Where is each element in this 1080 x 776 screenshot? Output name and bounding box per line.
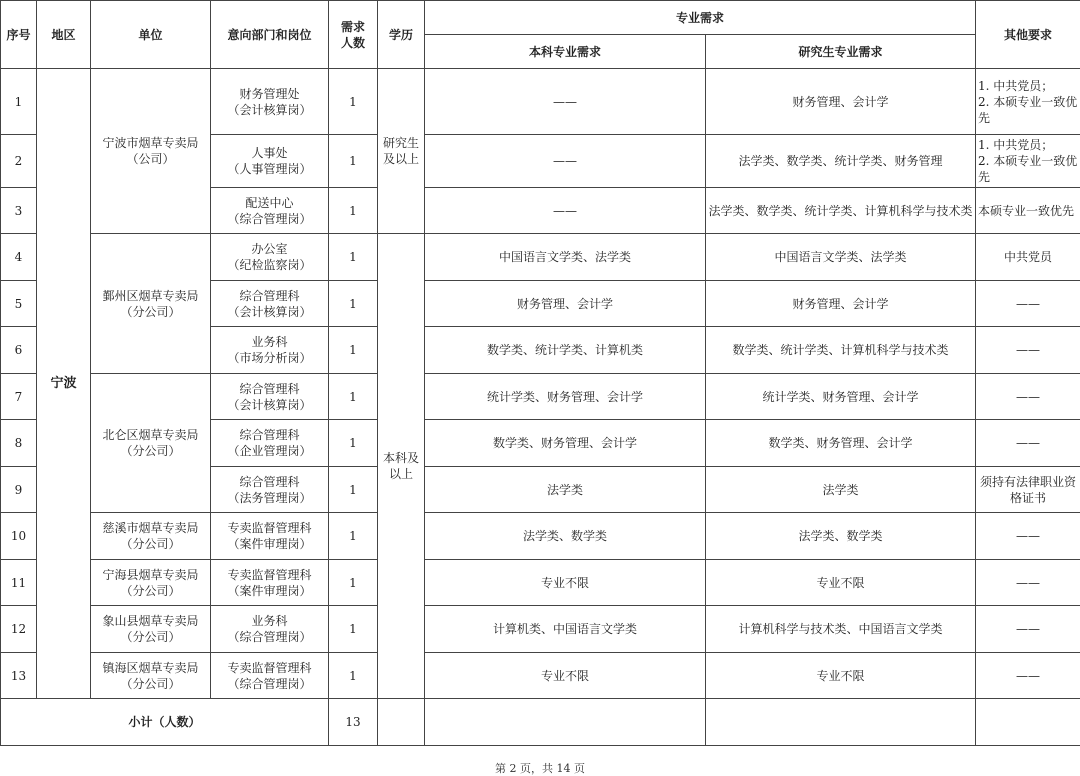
header-graduate: 研究生专业需求: [706, 35, 976, 69]
seq-cell: 13: [1, 653, 37, 699]
bachelor-cell: 专业不限: [425, 653, 706, 699]
seq-cell: 6: [1, 327, 37, 374]
bachelor-cell: 财务管理、会计学: [425, 281, 706, 327]
edu-cell: 本科及 以上: [378, 234, 425, 699]
count-cell: 1: [329, 374, 378, 420]
bachelor-cell: 统计学类、财务管理、会计学: [425, 374, 706, 420]
table-row: [1, 69, 1080, 135]
other-cell: ——: [976, 374, 1080, 420]
other-cell: ——: [976, 653, 1080, 699]
count-cell: 1: [329, 327, 378, 374]
header-bachelor: 本科专业需求: [425, 35, 706, 69]
other-cell: ——: [976, 513, 1080, 560]
header-edu: 学历: [378, 1, 425, 69]
count-cell: 1: [329, 188, 378, 234]
bachelor-cell: 专业不限: [425, 560, 706, 606]
dept-cell: 专卖监督管理科 （综合管理岗）: [211, 653, 329, 699]
header-other: 其他要求: [976, 1, 1080, 69]
unit-cell: 北仑区烟草专卖局 （分公司）: [91, 374, 211, 513]
other-cell: ——: [976, 560, 1080, 606]
other-cell: ——: [976, 281, 1080, 327]
dept-cell: 办公室 （纪检监察岗）: [211, 234, 329, 281]
dept-cell: 综合管理科 （企业管理岗）: [211, 420, 329, 467]
seq-cell: 9: [1, 467, 37, 513]
bachelor-cell: 数学类、财务管理、会计学: [425, 420, 706, 467]
subtotal-edu-empty: [378, 699, 425, 746]
subtotal-label: 小计（人数）: [1, 699, 329, 746]
bachelor-cell: 中国语言文学类、法学类: [425, 234, 706, 281]
header-dept: 意向部门和岗位: [211, 1, 329, 69]
subtotal-other-empty: [976, 699, 1080, 746]
graduate-cell: 法学类、数学类、统计学类、财务管理: [706, 135, 976, 188]
table-row: [1, 374, 1080, 420]
subtotal-graduate-empty: [706, 699, 976, 746]
seq-cell: 5: [1, 281, 37, 327]
unit-cell: 鄞州区烟草专卖局 （分公司）: [91, 234, 211, 374]
table-row: [1, 234, 1080, 281]
header-seq: 序号: [1, 1, 37, 69]
graduate-cell: 财务管理、会计学: [706, 69, 976, 135]
seq-cell: 11: [1, 560, 37, 606]
header-major: 专业需求: [425, 1, 976, 35]
dept-cell: 专卖监督管理科 （案件审理岗）: [211, 560, 329, 606]
count-cell: 1: [329, 135, 378, 188]
table-row: [1, 513, 1080, 560]
graduate-cell: 法学类、数学类、统计学类、计算机科学与技术类: [706, 188, 976, 234]
table-row: [1, 606, 1080, 653]
other-cell: 本硕专业一致优先: [976, 188, 1080, 234]
count-cell: 1: [329, 234, 378, 281]
unit-cell: 象山县烟草专卖局 （分公司）: [91, 606, 211, 653]
unit-cell: 宁波市烟草专卖局 （公司）: [91, 69, 211, 234]
dept-cell: 综合管理科 （法务管理岗）: [211, 467, 329, 513]
dept-cell: 人事处 （人事管理岗）: [211, 135, 329, 188]
other-cell: ——: [976, 327, 1080, 374]
bachelor-cell: 法学类、数学类: [425, 513, 706, 560]
header-count: 需求 人数: [329, 1, 378, 69]
page-footer: 第 2 页，共 14 页: [0, 760, 1080, 776]
count-cell: 1: [329, 560, 378, 606]
count-cell: 1: [329, 467, 378, 513]
bachelor-cell: 法学类: [425, 467, 706, 513]
dept-cell: 业务科 （市场分析岗）: [211, 327, 329, 374]
unit-cell: 镇海区烟草专卖局 （分公司）: [91, 653, 211, 699]
table-row: [1, 653, 1080, 699]
graduate-cell: 数学类、财务管理、会计学: [706, 420, 976, 467]
other-cell: 1. 中共党员； 2. 本硕专业一致优先: [976, 135, 1080, 188]
dept-cell: 财务管理处 （会计核算岗）: [211, 69, 329, 135]
bachelor-cell: 计算机类、中国语言文学类: [425, 606, 706, 653]
graduate-cell: 中国语言文学类、法学类: [706, 234, 976, 281]
seq-cell: 3: [1, 188, 37, 234]
header-region: 地区: [37, 1, 91, 69]
graduate-cell: 数学类、统计学类、计算机科学与技术类: [706, 327, 976, 374]
graduate-cell: 专业不限: [706, 560, 976, 606]
seq-cell: 10: [1, 513, 37, 560]
graduate-cell: 法学类、数学类: [706, 513, 976, 560]
other-cell: 须持有法律职业资格证书: [976, 467, 1080, 513]
count-cell: 1: [329, 69, 378, 135]
unit-cell: 慈溪市烟草专卖局 （分公司）: [91, 513, 211, 560]
bachelor-cell: ——: [425, 69, 706, 135]
count-cell: 1: [329, 513, 378, 560]
seq-cell: 12: [1, 606, 37, 653]
dept-cell: 综合管理科 （会计核算岗）: [211, 281, 329, 327]
subtotal-row: [1, 699, 1080, 746]
bachelor-cell: 数学类、统计学类、计算机类: [425, 327, 706, 374]
bachelor-cell: ——: [425, 135, 706, 188]
count-cell: 1: [329, 606, 378, 653]
graduate-cell: 计算机科学与技术类、中国语言文学类: [706, 606, 976, 653]
dept-cell: 专卖监督管理科 （案件审理岗）: [211, 513, 329, 560]
graduate-cell: 专业不限: [706, 653, 976, 699]
other-cell: 1. 中共党员； 2. 本硕专业一致优先: [976, 69, 1080, 135]
graduate-cell: 财务管理、会计学: [706, 281, 976, 327]
seq-cell: 7: [1, 374, 37, 420]
seq-cell: 8: [1, 420, 37, 467]
other-cell: 中共党员: [976, 234, 1080, 281]
edu-cell: 研究生 及以上: [378, 69, 425, 234]
subtotal-count: 13: [329, 699, 378, 746]
dept-cell: 业务科 （综合管理岗）: [211, 606, 329, 653]
header-unit: 单位: [91, 1, 211, 69]
bachelor-cell: ——: [425, 188, 706, 234]
region-cell: 宁波: [37, 69, 91, 699]
unit-cell: 宁海县烟草专卖局 （分公司）: [91, 560, 211, 606]
table-row: [1, 560, 1080, 606]
graduate-cell: 统计学类、财务管理、会计学: [706, 374, 976, 420]
seq-cell: 2: [1, 135, 37, 188]
subtotal-bachelor-empty: [425, 699, 706, 746]
seq-cell: 1: [1, 69, 37, 135]
count-cell: 1: [329, 420, 378, 467]
dept-cell: 配送中心 （综合管理岗）: [211, 188, 329, 234]
count-cell: 1: [329, 653, 378, 699]
graduate-cell: 法学类: [706, 467, 976, 513]
dept-cell: 综合管理科 （会计核算岗）: [211, 374, 329, 420]
count-cell: 1: [329, 281, 378, 327]
seq-cell: 4: [1, 234, 37, 281]
other-cell: ——: [976, 606, 1080, 653]
other-cell: ——: [976, 420, 1080, 467]
